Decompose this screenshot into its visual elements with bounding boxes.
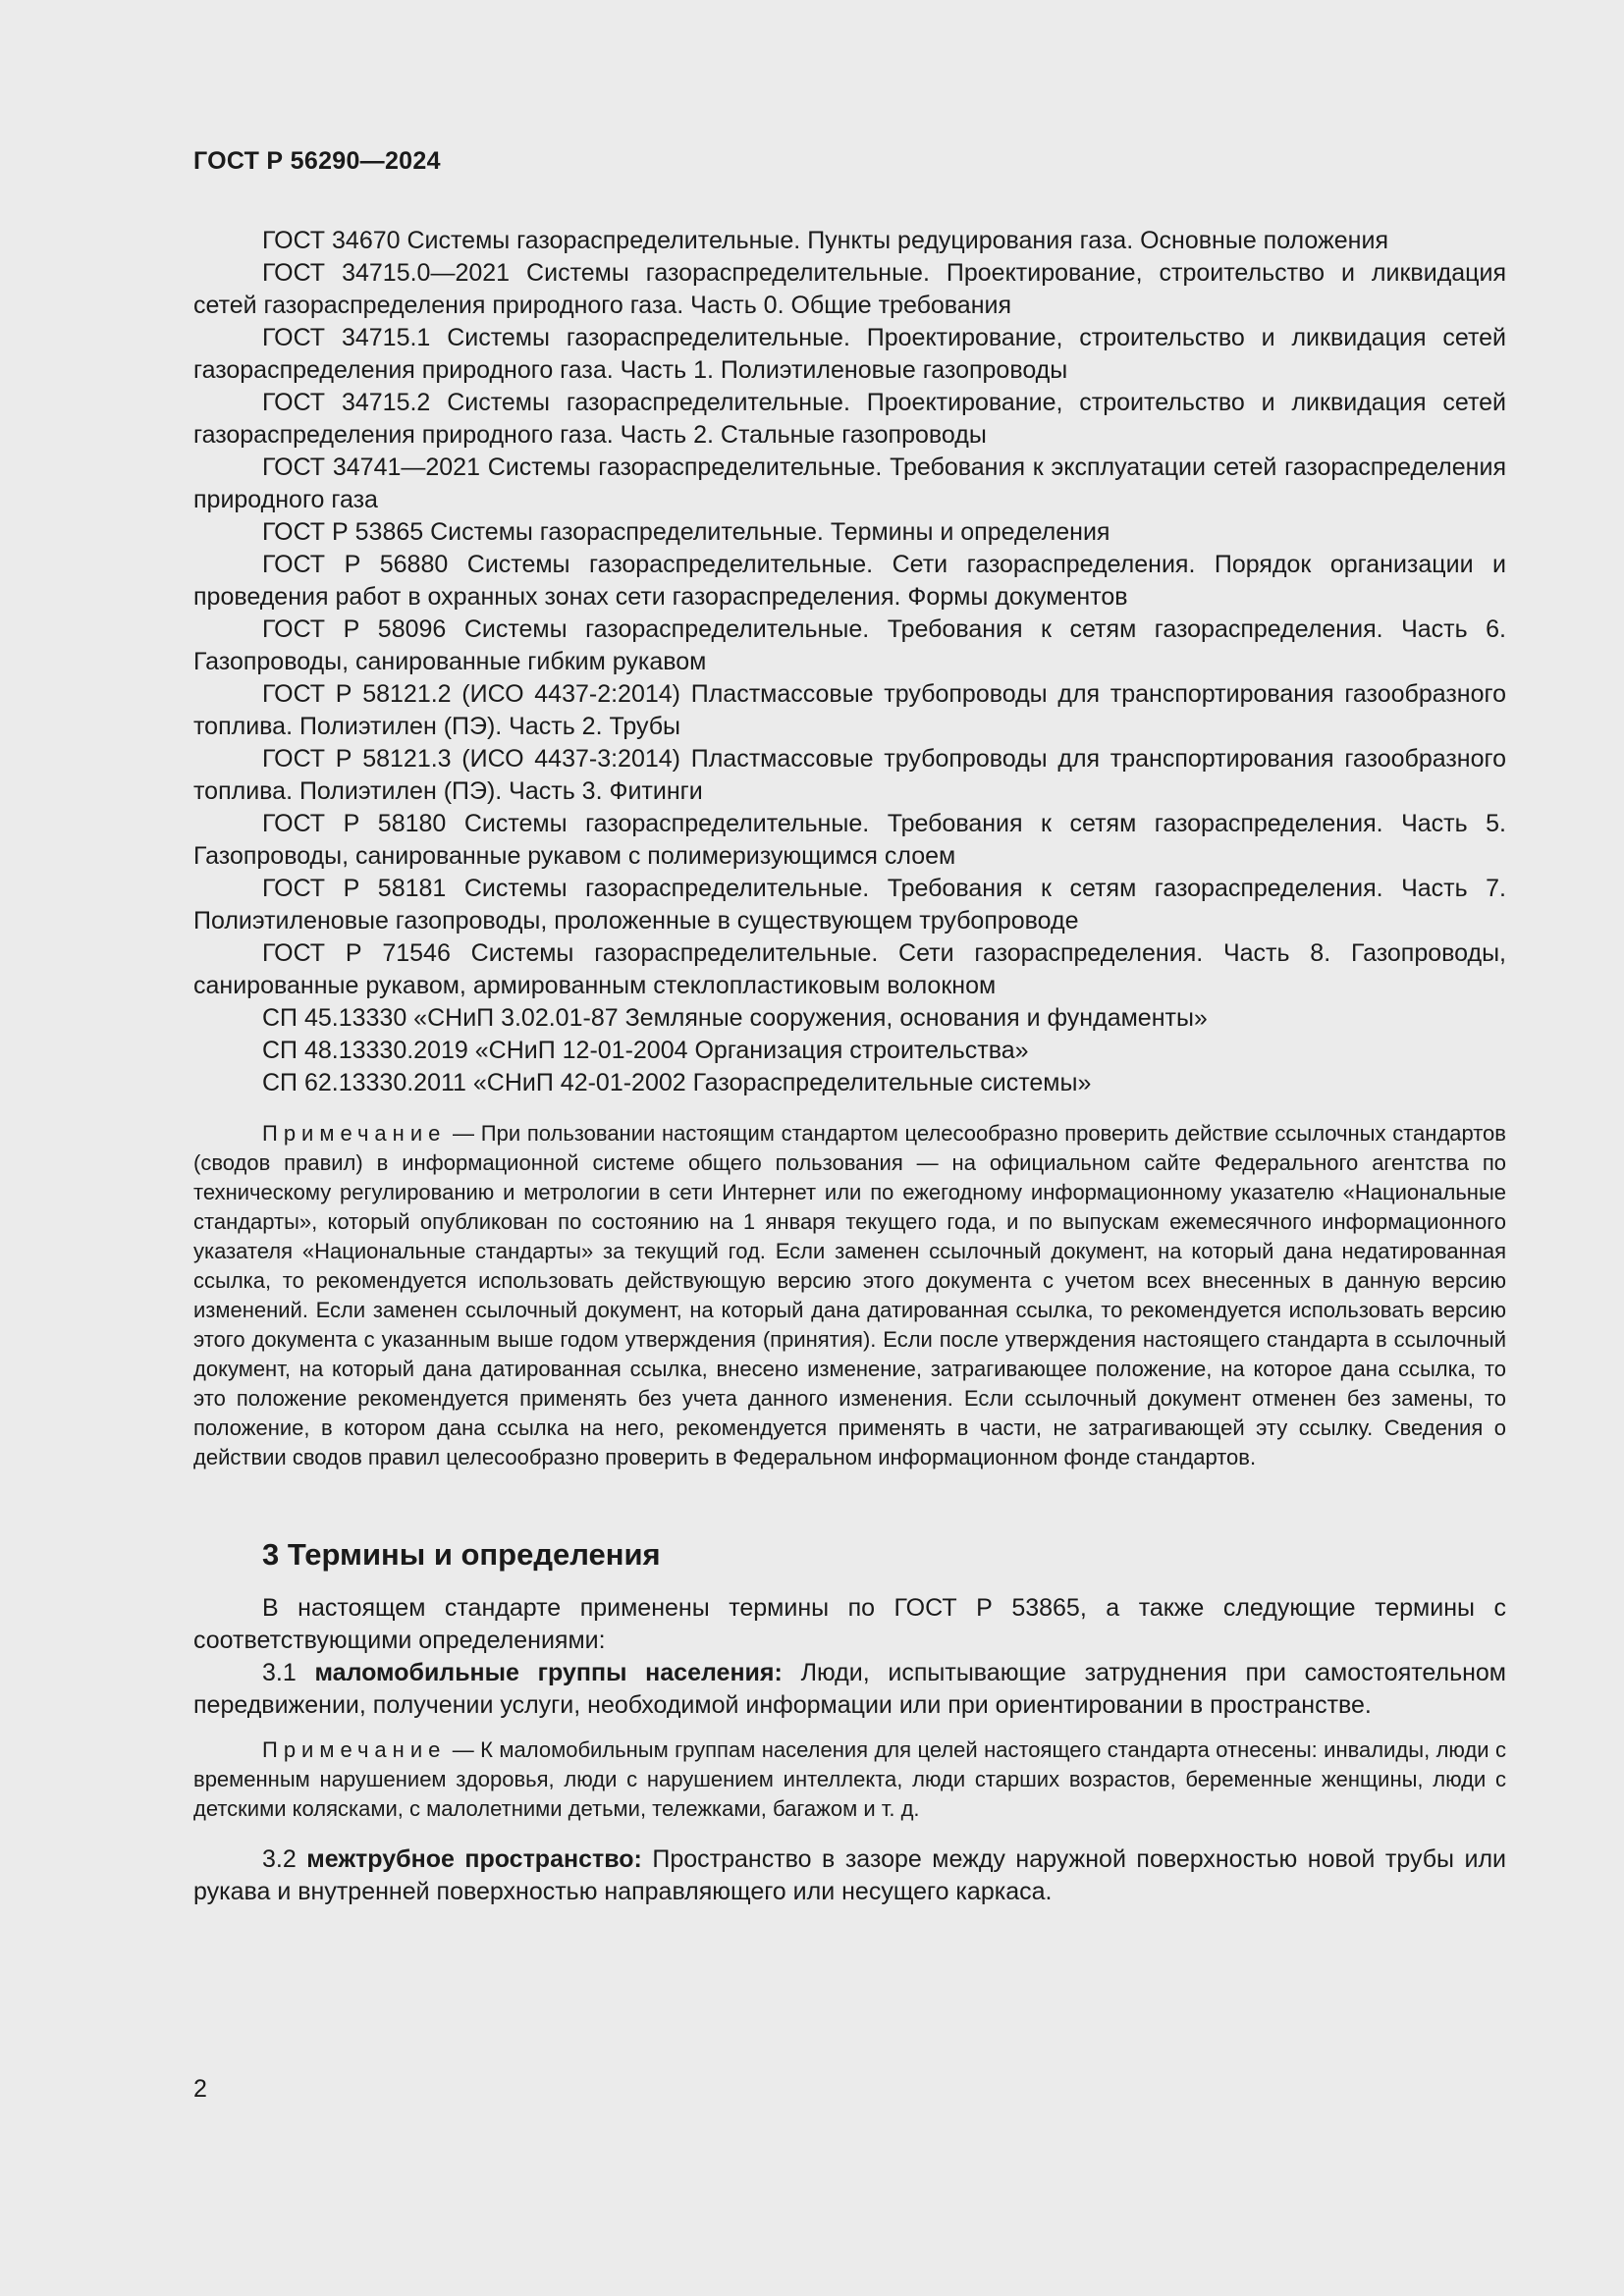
term-number: 3.2: [262, 1845, 297, 1873]
note-text: К маломобильным группам населения для целей настоящего стандарта отнесены: инвалиды, люди с временным нарушением здоровья, люди с нарушением интеллекта, люди старших возрастов, беременные женщины, люди с детскими колясками, с малолетними детьми, тележками, багажом и т. д.: [193, 1737, 1506, 1821]
term-name: межтрубное пространство:: [306, 1845, 642, 1873]
term-note: [193, 1735, 1506, 1824]
reference-item: ГОСТ 34741—2021 Системы газораспределительные. Требования к эксплуатации сетей газораспределения природного газа: [193, 454, 1506, 513]
note-paragraph: [193, 1119, 1506, 1472]
reference-item: ГОСТ Р 53865 Системы газораспределительные. Термины и определения: [262, 518, 1110, 546]
reference-item: ГОСТ 34715.1 Системы газораспределительные. Проектирование, строительство и ликвидация сетей газораспределения природного газа. Часть 1. Полиэтиленовые газопроводы: [193, 324, 1506, 384]
page-number: 2: [193, 2075, 207, 2103]
note-label: Примечание: [262, 1121, 447, 1146]
note-dash: —: [446, 1121, 481, 1146]
note-label: Примечание: [262, 1737, 447, 1762]
references-note: [193, 1119, 1506, 1472]
reference-item: ГОСТ 34715.2 Системы газораспределительные. Проектирование, строительство и ликвидация сетей газораспределения природного газа. Часть 2. Стальные газопроводы: [193, 389, 1506, 449]
reference-item: ГОСТ Р 56880 Системы газораспределительные. Сети газораспределения. Порядок организации и проведения работ в охранных зонах сети газораспределения. Формы документов: [193, 551, 1506, 611]
reference-item: СП 48.13330.2019 «СНиП 12-01-2004 Организация строительства»: [262, 1037, 1029, 1064]
section-intro: В настоящем стандарте применены термины по ГОСТ Р 53865, а также следующие термины с соответствующими определениями:: [193, 1594, 1506, 1654]
reference-item: ГОСТ Р 58121.3 (ИСО 4437-3:2014) Пластмассовые трубопроводы для транспортирования газообразного топлива. Полиэтилен (ПЭ). Часть 3. Фитинги: [193, 745, 1506, 805]
note-dash: —: [446, 1737, 481, 1762]
reference-item: ГОСТ Р 71546 Системы газораспределительные. Сети газораспределения. Часть 8. Газопроводы, санированные рукавом, армированным стеклопластиковым волокном: [193, 939, 1506, 999]
document-code-header: ГОСТ Р 56290—2024: [193, 147, 441, 175]
reference-item: СП 62.13330.2011 «СНиП 42-01-2002 Газораспределительные системы»: [262, 1069, 1092, 1096]
term-text: Пространство в зазоре между наружной поверхностью новой трубы или рукава и внутренней поверхностью направляющего или несущего каркаса.: [193, 1845, 1507, 1905]
reference-item: СП 45.13330 «СНиП 3.02.01-87 Земляные сооружения, основания и фундаменты»: [262, 1004, 1208, 1032]
term-definition: [193, 1843, 1506, 1908]
term-number: 3.1: [262, 1659, 297, 1686]
reference-item: ГОСТ Р 58181 Системы газораспределительные. Требования к сетям газораспределения. Часть 7. Полиэтиленовые газопроводы, проложенные в существующем трубопроводе: [193, 875, 1506, 934]
term-name: маломобильные группы населения:: [314, 1659, 783, 1686]
reference-item: ГОСТ Р 58096 Системы газораспределительные. Требования к сетям газораспределения. Часть 6. Газопроводы, санированные гибким рукавом: [193, 615, 1506, 675]
reference-item: ГОСТ 34670 Системы газораспределительные. Пункты редуцирования газа. Основные положения: [262, 227, 1388, 254]
reference-item: ГОСТ Р 58180 Системы газораспределительные. Требования к сетям газораспределения. Часть 5. Газопроводы, санированные рукавом с полимеризующимся слоем: [193, 810, 1506, 870]
references-list: [193, 225, 1506, 1099]
page-content: [193, 225, 1506, 1908]
term-definition: [193, 1657, 1506, 1722]
reference-item: ГОСТ 34715.0—2021 Системы газораспределительные. Проектирование, строительство и ликвидация сетей газораспределения природного газа. Часть 0. Общие требования: [193, 259, 1506, 319]
note-text: При пользовании настоящим стандартом целесообразно проверить действие ссылочных стандартов (сводов правил) в информационной системе общего пользования — на официальном сайте Федерального агентства по техническому регулированию и метрологии в сети Интернет или по ежегодному информационному указателю «Национальные стандарты», который опубликован по состоянию на 1 января текущего года, и по выпускам ежемесячного информационного указателя «Национальные стандарты» за текущий год. Если заменен ссылочный документ, на который дана недатированная ссылка, то рекомендуется использовать действующую версию этого документа с учетом всех внесенных в данную версию изменений. Если заменен ссылочный документ, на который дана датированная ссылка, то рекомендуется использовать версию этого документа с указанным выше годом утверждения (принятия). Если после утверждения настоящего стандарта в ссылочный документ, на который дана датированная ссылка, внесено изменение, затрагивающее положение, на которое дана ссылка, то это положение рекомендуется применять без учета данного изменения. Если ссылочный документ отменен без замены, то положение, в котором дана ссылка на него, рекомендуется применять в части, не затрагивающей эту ссылку. Сведения о действии сводов правил целесообразно проверить в Федеральном информационном фонде стандартов.: [193, 1121, 1506, 1469]
section-title: 3 Термины и определения: [262, 1537, 661, 1572]
term-text: Люди, испытывающие затруднения при самостоятельном передвижении, получении услуги, необходимой информации или при ориентировании в пространстве.: [193, 1659, 1506, 1719]
reference-item: ГОСТ Р 58121.2 (ИСО 4437-2:2014) Пластмассовые трубопроводы для транспортирования газообразного топлива. Полиэтилен (ПЭ). Часть 2. Трубы: [193, 680, 1506, 740]
